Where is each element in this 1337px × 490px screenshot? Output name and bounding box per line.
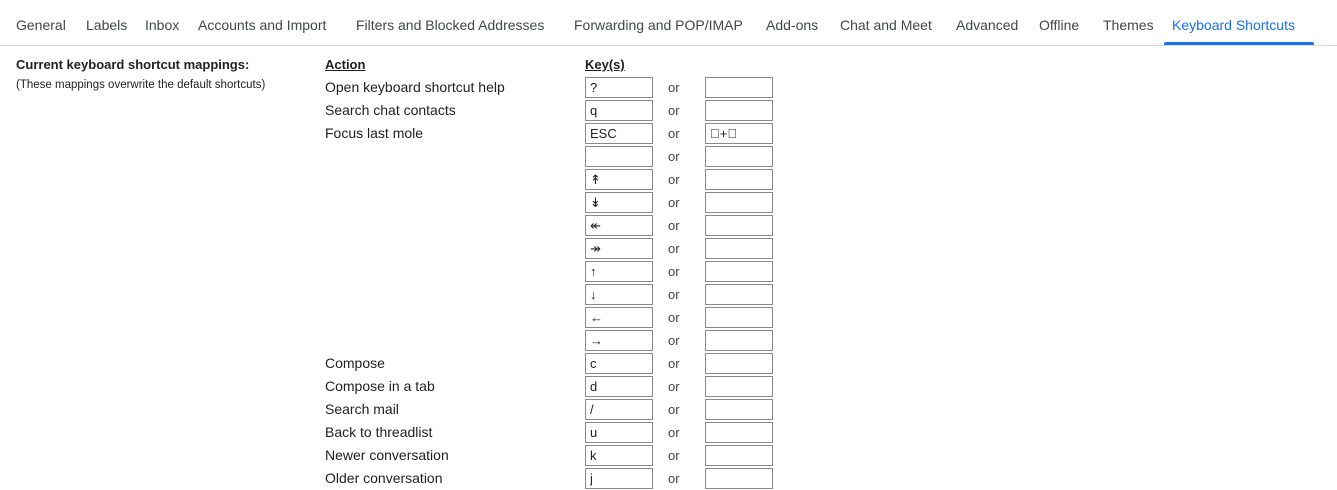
tab-offline[interactable]: Offline: [1039, 17, 1080, 33]
primary-key-input[interactable]: [585, 353, 653, 374]
or-label: or: [668, 80, 680, 95]
or-label: or: [668, 149, 680, 164]
active-tab-indicator: [1164, 42, 1314, 45]
tab-general[interactable]: General: [16, 17, 66, 33]
shortcut-row: [0, 260, 1337, 283]
action-label: Newer conversation: [325, 447, 449, 463]
primary-key-input[interactable]: [585, 169, 653, 190]
tab-themes[interactable]: Themes: [1103, 17, 1154, 33]
or-label: or: [668, 333, 680, 348]
or-label: or: [668, 310, 680, 325]
or-label: or: [668, 103, 680, 118]
secondary-key-input[interactable]: [705, 376, 773, 397]
secondary-key-input[interactable]: [705, 468, 773, 489]
or-label: or: [668, 471, 680, 486]
or-label: or: [668, 126, 680, 141]
shortcut-row: [0, 122, 1337, 145]
or-label: or: [668, 448, 680, 463]
or-label: or: [668, 356, 680, 371]
tab-accounts-and-import[interactable]: Accounts and Import: [198, 17, 327, 33]
shortcut-row: [0, 168, 1337, 191]
tab-filters-and-blocked-addresses[interactable]: Filters and Blocked Addresses: [356, 17, 545, 33]
secondary-key-input[interactable]: [705, 330, 773, 351]
keys-column-header: Key(s): [585, 57, 625, 72]
primary-key-input[interactable]: [585, 77, 653, 98]
action-label: Back to threadlist: [325, 424, 433, 440]
or-label: or: [668, 218, 680, 233]
secondary-key-input[interactable]: [705, 261, 773, 282]
shortcut-mapping-list: [0, 76, 1337, 490]
primary-key-input[interactable]: [585, 422, 653, 443]
action-label: Compose in a tab: [325, 378, 435, 394]
shortcut-row: [0, 214, 1337, 237]
secondary-key-input[interactable]: [705, 123, 773, 144]
or-label: or: [668, 379, 680, 394]
primary-key-input[interactable]: [585, 123, 653, 144]
settings-tabs: [0, 0, 1337, 46]
or-label: or: [668, 195, 680, 210]
secondary-key-input[interactable]: [705, 353, 773, 374]
primary-key-input[interactable]: [585, 100, 653, 121]
secondary-key-input[interactable]: [705, 192, 773, 213]
tab-inbox[interactable]: Inbox: [145, 17, 180, 33]
shortcut-row: [0, 237, 1337, 260]
primary-key-input[interactable]: [585, 376, 653, 397]
action-label: Older conversation: [325, 470, 443, 486]
primary-key-input[interactable]: [585, 399, 653, 420]
tab-advanced[interactable]: Advanced: [956, 17, 1019, 33]
secondary-key-input[interactable]: [705, 215, 773, 236]
secondary-key-input[interactable]: [705, 422, 773, 443]
secondary-key-input[interactable]: [705, 399, 773, 420]
primary-key-input[interactable]: [585, 261, 653, 282]
or-label: or: [668, 402, 680, 417]
primary-key-input[interactable]: [585, 445, 653, 466]
tab-forwarding-and-pop-imap[interactable]: Forwarding and POP/IMAP: [574, 17, 743, 33]
action-label: Open keyboard shortcut help: [325, 79, 505, 95]
primary-key-input[interactable]: [585, 215, 653, 236]
action-label: Compose: [325, 355, 385, 371]
secondary-key-input[interactable]: [705, 100, 773, 121]
or-label: or: [668, 425, 680, 440]
primary-key-input[interactable]: [585, 468, 653, 489]
tab-add-ons[interactable]: Add-ons: [766, 17, 819, 33]
shortcut-row: [0, 76, 1337, 99]
shortcut-row: [0, 375, 1337, 398]
tab-labels[interactable]: Labels: [86, 17, 128, 33]
shortcut-row: [0, 421, 1337, 444]
section-note: (These mappings overwrite the default shortcuts): [16, 79, 266, 91]
tab-keyboard-shortcuts[interactable]: Keyboard Shortcuts: [1172, 17, 1295, 33]
secondary-key-input[interactable]: [705, 307, 773, 328]
secondary-key-input[interactable]: [705, 146, 773, 167]
shortcut-row: [0, 352, 1337, 375]
shortcut-row: [0, 329, 1337, 352]
or-label: or: [668, 241, 680, 256]
shortcut-row: [0, 99, 1337, 122]
shortcut-row: [0, 145, 1337, 168]
shortcut-row: [0, 283, 1337, 306]
section-title: Current keyboard shortcut mappings:: [16, 57, 250, 72]
action-label: Focus last mole: [325, 125, 424, 141]
action-label: Search mail: [325, 401, 399, 417]
secondary-key-input[interactable]: [705, 77, 773, 98]
shortcut-row: [0, 398, 1337, 421]
shortcut-row: [0, 306, 1337, 329]
primary-key-input[interactable]: [585, 284, 653, 305]
primary-key-input[interactable]: [585, 307, 653, 328]
or-label: or: [668, 172, 680, 187]
secondary-key-input[interactable]: [705, 169, 773, 190]
shortcut-row: [0, 444, 1337, 467]
primary-key-input[interactable]: [585, 192, 653, 213]
primary-key-input[interactable]: [585, 238, 653, 259]
secondary-key-input[interactable]: [705, 284, 773, 305]
or-label: or: [668, 287, 680, 302]
action-label: Search chat contacts: [325, 102, 456, 118]
or-label: or: [668, 264, 680, 279]
primary-key-input[interactable]: [585, 146, 653, 167]
tab-chat-and-meet[interactable]: Chat and Meet: [840, 17, 932, 33]
action-column-header: Action: [325, 57, 366, 72]
secondary-key-input[interactable]: [705, 445, 773, 466]
shortcut-row: [0, 191, 1337, 214]
secondary-key-input[interactable]: [705, 238, 773, 259]
primary-key-input[interactable]: [585, 330, 653, 351]
